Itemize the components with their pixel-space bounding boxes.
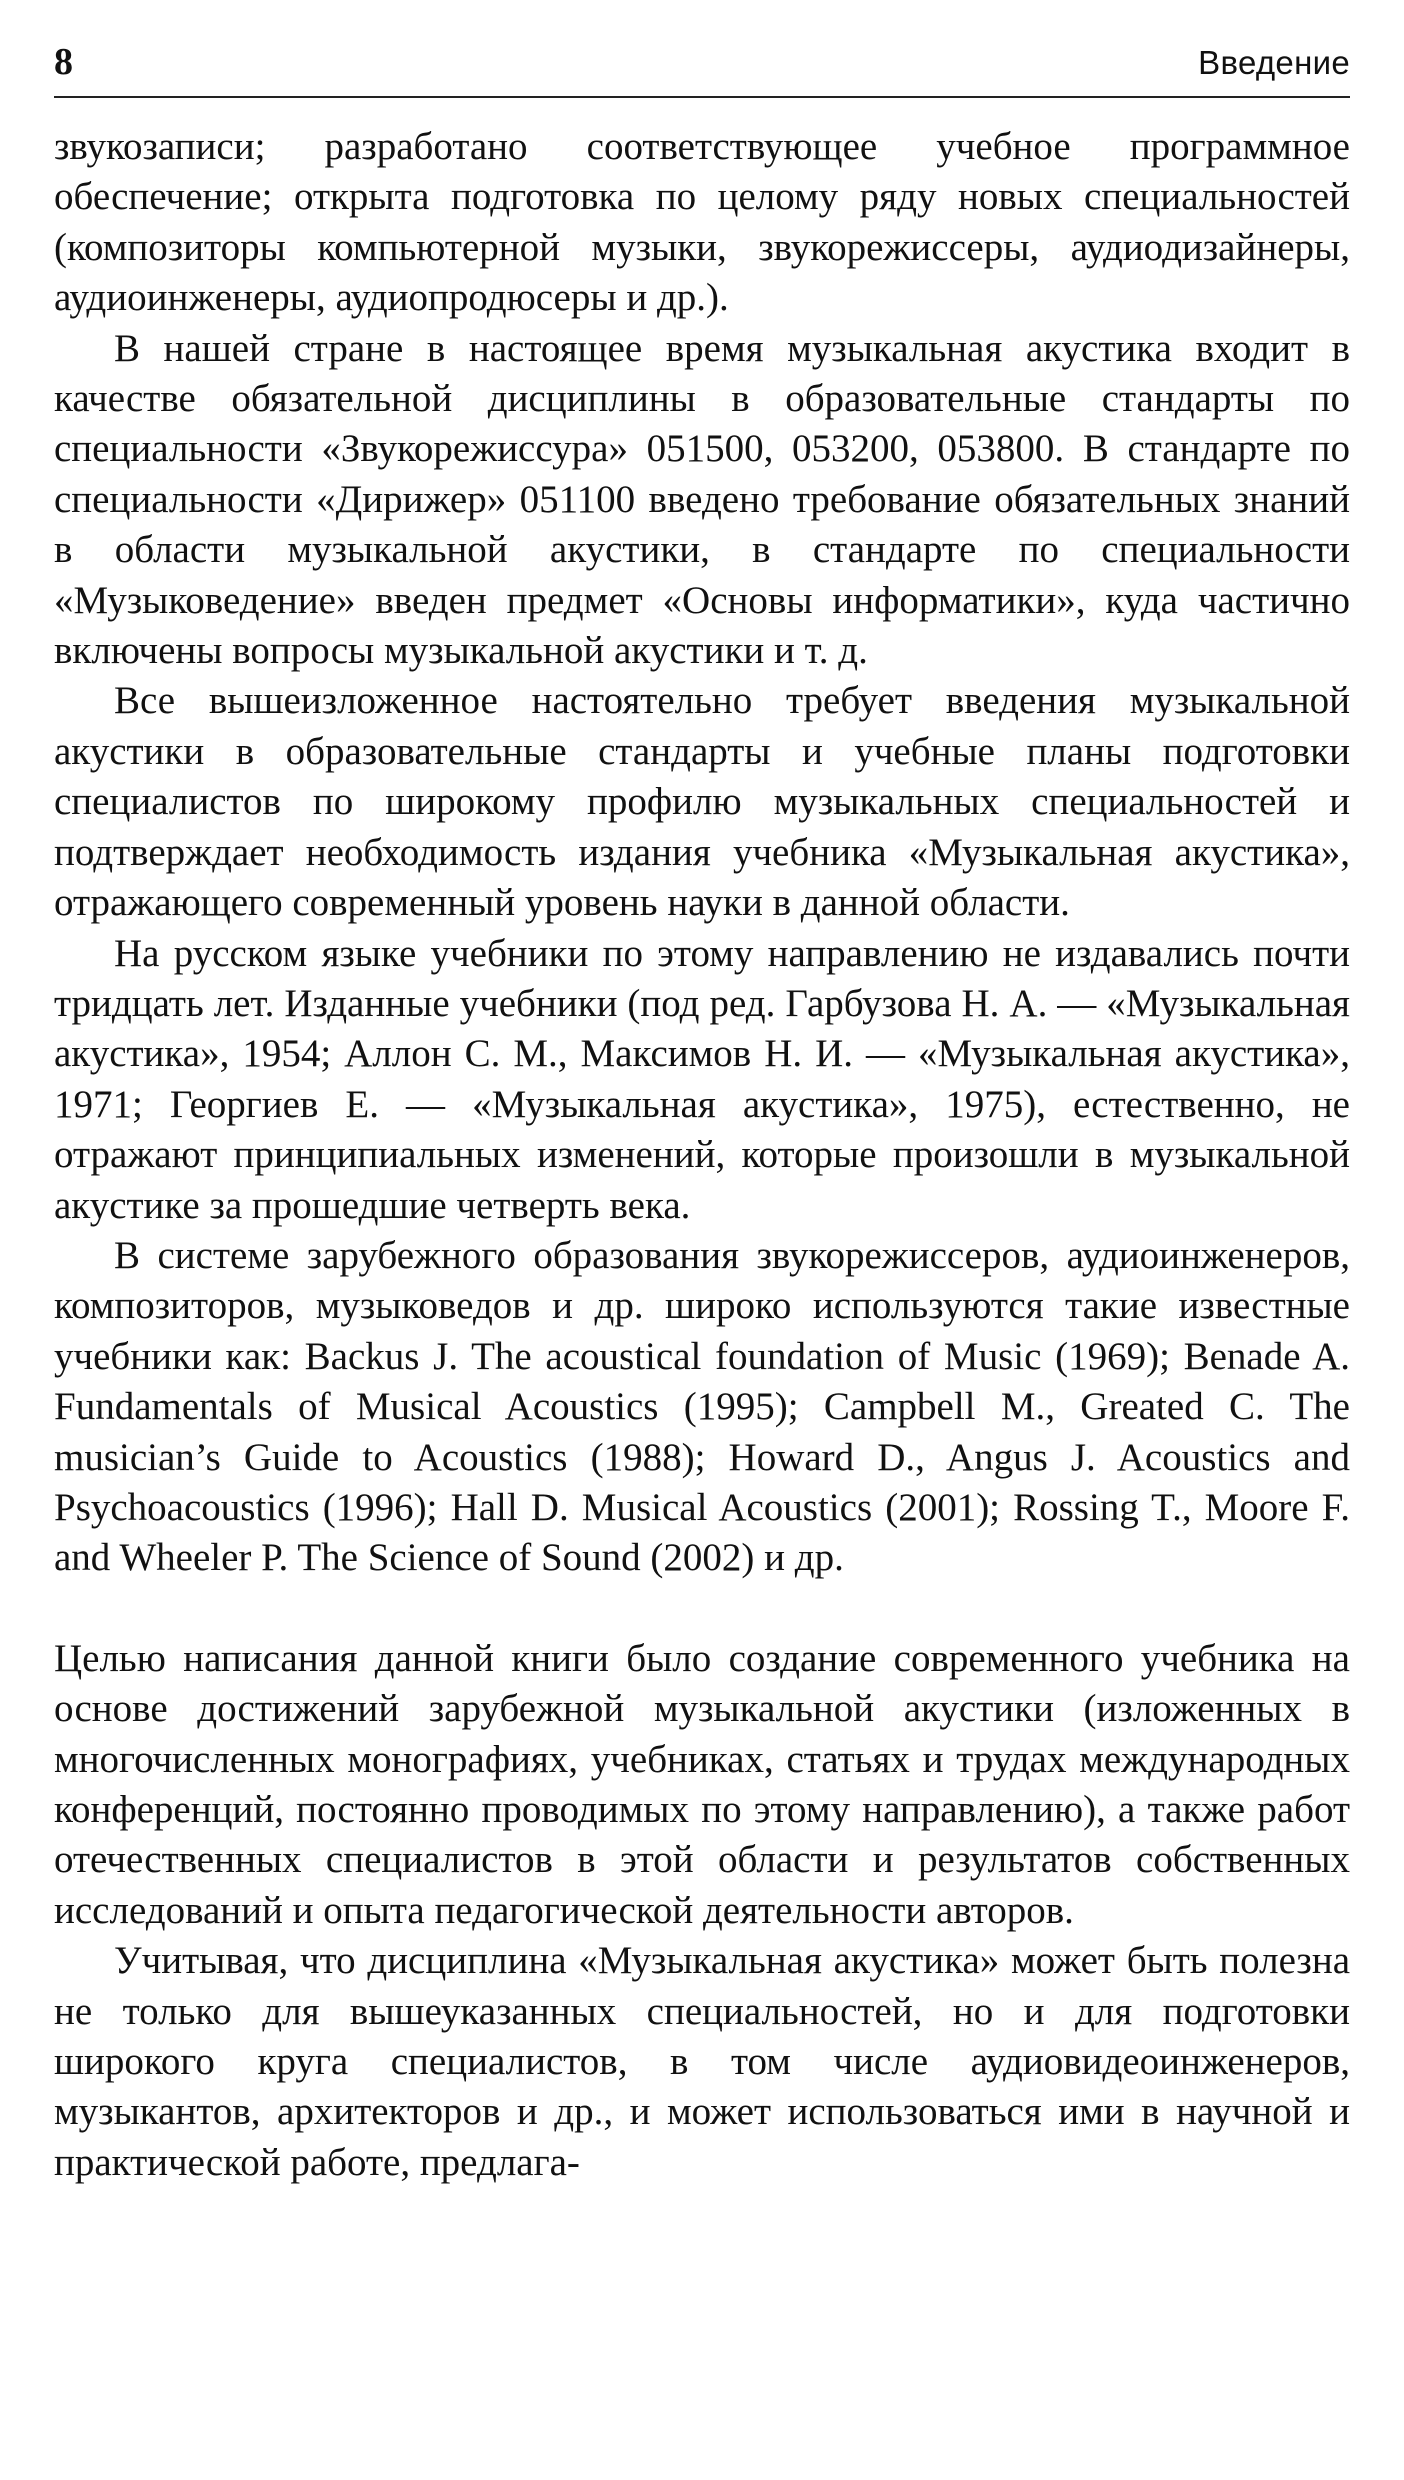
paragraph-standards: В нашей стране в настоящее время музыкальная акустика входит в качестве обязательной дисциплины в образовательные стандарты по специальности «Звукорежиссура» 051500, 053200, 053800. В стандарте по специальности «Дирижер» 051100 введено требование обязательных знаний в области музыкальной акустики, в стандарте по специальности «Музыковедение» введен предмет «Основы информатики», куда частично включены вопросы музыкальной акустики и т. д. — [54, 326, 1350, 673]
paragraph-necessity: Все вышеизложенное настоятельно требует введения музыкальной акустики в образовательные стандарты и учебные планы подготовки специалистов по широкому профилю музыкальных специальностей и подтверждает необходимость издания учебника «Музыкальная акустика», отражающего современный уровень науки в данной области. — [54, 679, 1350, 925]
section-title: Введение — [1198, 44, 1350, 81]
body-text — [54, 122, 1350, 2188]
paragraph-russian-textbooks: На русском языке учебники по этому направлению не издавались почти тридцать лет. Изданные учебники (под ред. Гарбузова Н. А. — «Музыкальная акустика», 1954; Аллон С. М., Максимов Н. И. — «Музыкальная акустика», 1971; Георгиев Е. — «Музыкальная акустика», 1975), естественно, не отражают принципиальных изменений, которые произошли в музыкальной акустике за прошедшие четверть века. — [54, 931, 1350, 1227]
page — [54, 40, 1350, 2460]
paragraph-book-goal: Целью написания данной книги было создание современного учебника на основе достижений зарубежной музыкальной акустики (изложенных в многочисленных монографиях, учебниках, статьях и трудах международных конференций, постоянно проводимых по этому направлению), а также работ отечественных специалистов в этой области и результатов собственных исследований и опыта педагогической деятельности авторов. — [54, 1636, 1350, 1932]
page-number: 8 — [54, 41, 73, 83]
paragraph-continuation: звукозаписи; разработано соответствующее учебное программное обеспечение; открыта подготовка по целому ряду новых специальностей (композиторы компьютерной музыки, звукорежиссеры, аудиодизайнеры, аудиоинженеры, аудиопродюсеры и др.). — [54, 125, 1350, 320]
paragraph-foreign-textbooks: В системе зарубежного образования звукорежиссеров, аудиоинженеров, композиторов, музыковедов и др. широко используются такие известные учебники как: Backus J. The acoustical foundation of Music (1969); Benade A. Fundamentals of Musical Acoustics (1995); Campbell M., Greated C. The musician’s Guide to Acoustics (1988); Howard D., Angus J. Acoustics and Psychoacoustics (1996); Hall D. Musical Acoustics (2001); Rossing T., Moore F. and Wheeler P. The Science of Sound (2002) и др. — [54, 1233, 1350, 1580]
running-head — [54, 40, 1350, 98]
header-divider — [54, 96, 1350, 98]
paragraph-audience: Учитывая, что дисциплина «Музыкальная акустика» может быть полезна не только для вышеуказанных специальностей, но и для подготовки широкого круга специалистов, в том числе аудиовидеоинженеров, музыкантов, архитекторов и др., и может использоваться ими в научной и практической работе, предлага- — [54, 1939, 1350, 2184]
